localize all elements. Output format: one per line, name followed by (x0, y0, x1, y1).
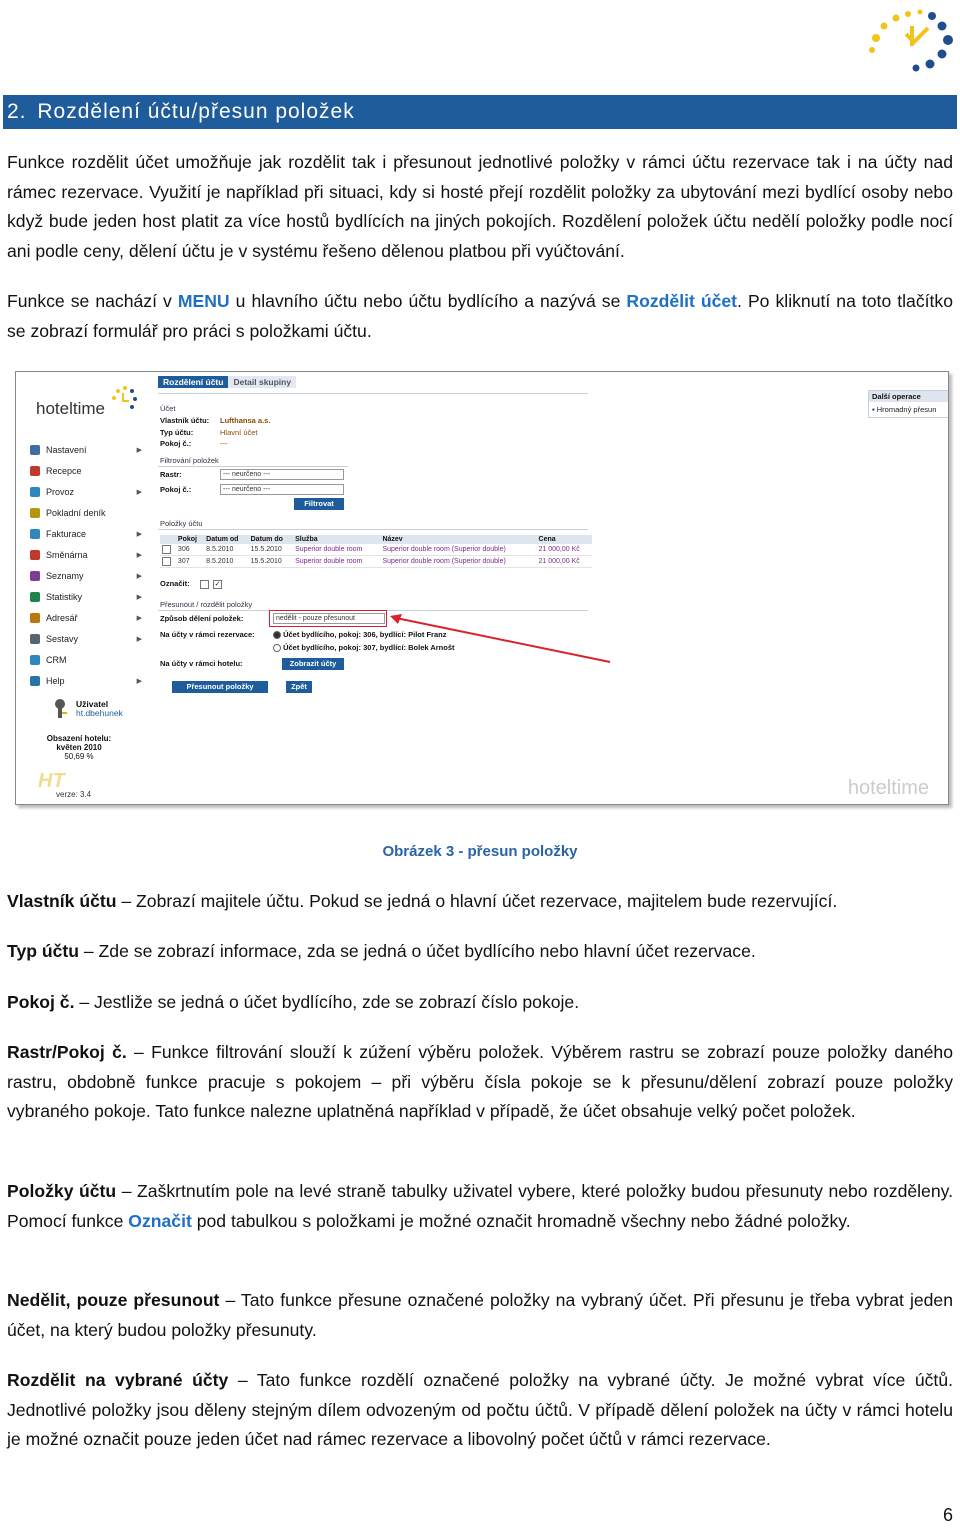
cell: 306 (176, 544, 204, 556)
occupancy-block (44, 734, 114, 761)
col-header[interactable]: Datum od (204, 535, 248, 544)
owner-label: Vlastník účtu: (160, 416, 210, 425)
menu-label: Pokladní deník (46, 508, 106, 518)
menu-label: Provoz (46, 487, 75, 497)
cell: 15.5.2010 (249, 556, 293, 568)
operations-icon (30, 487, 40, 497)
def-no-split (7, 1286, 953, 1345)
chevron-right-icon: ▶ (136, 447, 142, 454)
highlight-box (269, 610, 387, 627)
menu-label: Směnárna (46, 550, 88, 560)
text-run: . Po kliknutí na toto tlačítko se zobrazí formulář pro práci s položkami účtu. (7, 291, 953, 341)
row-checkbox-cell (160, 556, 176, 568)
occupancy-month: květen 2010 (56, 743, 102, 752)
reception-icon (30, 466, 40, 476)
screenshot-sidebar (16, 372, 156, 804)
split-account-screenshot (15, 371, 949, 805)
term: Rastr/Pokoj č. (7, 1042, 127, 1062)
mark-reference: Označit (128, 1210, 192, 1231)
filter-button[interactable]: Filtrovat (294, 498, 344, 510)
room-label: Pokoj č.: (160, 439, 192, 448)
menu-label: Adresář (46, 613, 78, 623)
definition: – Jestliže se jedná o účet bydlícího, zde se zobrazí číslo pokoje. (74, 992, 580, 1012)
menu-label: Seznamy (46, 571, 84, 581)
def-filter (7, 1038, 953, 1127)
chevron-right-icon: ▶ (136, 636, 142, 643)
definition: – Tato funkce rozdělí označené položky na vybrané účty. Je možné vybrat více účtů. Jednotlivé položky jsou děleny stejným dílem odvozeným od počtu účtů. V případě dělení položek na účty v rámci hotelu je možné označit pouze jeden účet nad rámec rezervace a libovolný počet účtů v rámci rezervace. (7, 1370, 953, 1450)
owner-value: Lufthansa a.s. (220, 416, 271, 425)
cell: 307 (176, 556, 204, 568)
statistics-icon (30, 592, 40, 602)
page-number: 6 (942, 1505, 953, 1525)
chevron-right-icon: ▶ (136, 489, 142, 496)
address-book-icon (30, 613, 40, 623)
figure-caption: Obrázek 3 - přesun položky (382, 843, 578, 860)
menu-item-provoz[interactable] (30, 482, 150, 503)
screenshot-watermark: hoteltime (847, 777, 929, 799)
divider (158, 529, 588, 530)
user-name[interactable]: ht.dbehunek (76, 708, 123, 718)
cashbook-icon (30, 508, 40, 518)
chevron-right-icon: ▶ (136, 552, 142, 559)
bulk-move-link[interactable]: ▪ Hromadný přesun (872, 405, 937, 414)
def-split (7, 1366, 953, 1455)
user-key-icon (52, 698, 72, 720)
screenshot-brand: hoteltime (36, 399, 105, 418)
definition: – Tato funkce přesune označené položky na vybraný účet. Při přesunu je třeba vybrat jeden účet, na který budou položky přesunuty. (7, 1290, 953, 1340)
room-filter-select[interactable]: --- neurčeno --- (220, 484, 344, 495)
chevron-right-icon: ▶ (136, 615, 142, 622)
tab-group-detail[interactable]: Detail skupiny (228, 376, 296, 388)
radio-button[interactable] (273, 644, 281, 652)
col-header[interactable]: Datum do (249, 535, 293, 544)
option-label: Účet bydlícího, pokoj: 307, bydlící: Bolek Arnošt (283, 643, 455, 652)
back-button[interactable]: Zpět (286, 681, 312, 693)
chevron-right-icon: ▶ (136, 531, 142, 538)
menu-item-fakturace[interactable] (30, 524, 150, 545)
radio-button[interactable] (273, 631, 281, 639)
definition: – Zaškrtnutím pole na levé straně tabulky uživatel vybere, které položky budou přesunuty nebo rozděleny. Pomocí funkce (7, 1181, 954, 1231)
mark-none-checkbox[interactable] (200, 580, 209, 589)
menu-item-sestavy[interactable] (30, 629, 150, 650)
menu-item-help[interactable] (30, 671, 150, 692)
user-label: Uživatel (76, 699, 109, 709)
col-header[interactable]: Služba (293, 535, 380, 544)
move-items-button[interactable]: Přesunout položky (172, 681, 268, 693)
menu-label: Help (46, 676, 65, 686)
menu-item-statistiky[interactable] (30, 587, 150, 608)
chevron-right-icon: ▶ (136, 594, 142, 601)
col-header[interactable]: Cena (537, 535, 592, 544)
cell: 15.5.2010 (249, 544, 293, 556)
rastr-select[interactable]: --- neurčeno --- (220, 469, 344, 480)
def-items (7, 1177, 953, 1236)
section-number: 2. (7, 100, 27, 123)
reports-icon (30, 634, 40, 644)
tab-split-account[interactable]: Rozdělení účtu (158, 376, 228, 388)
definition: pod tabulkou s položkami je možné označit hromadně všechny nebo žádné položky. (191, 1210, 851, 1231)
room-value: --- (220, 439, 228, 448)
bulk-move-label: Hromadný přesun (876, 405, 937, 414)
row-checkbox[interactable] (162, 545, 171, 554)
settings-icon (30, 445, 40, 455)
definition: – Zobrazí majitele účtu. Pokud se jedná o hlavní účet rezervace, majitelem bude rezervující. (116, 891, 838, 911)
account-section-title: Účet (160, 404, 176, 413)
items-table (160, 535, 592, 568)
screenshot-main (158, 372, 943, 804)
screenshot-tabs (158, 376, 296, 390)
method-select[interactable]: nedělit - pouze přesunout (273, 613, 385, 624)
type-label: Typ účtu: (160, 428, 194, 437)
term: Rozdělit na vybrané účty (7, 1370, 229, 1390)
col-header[interactable]: Pokoj (176, 535, 204, 544)
definition: – Funkce filtrování slouží k zúžení výběru položek. Výběrem rastru se zobrazí pouze položky daného rastru, obdobně funkce pracuje s pokojem – při výběru čísla pokoje se k přesunu/dělení zobrazí pouze položky vybraného pokoje. Tato funkce nalezne uplatněná například v případě, že účet obsahuje velký počet položek. (7, 1042, 953, 1122)
def-type (7, 937, 953, 967)
row-checkbox-cell (160, 544, 176, 556)
row-checkbox[interactable] (162, 557, 171, 566)
type-value: Hlavní účet (220, 428, 258, 437)
crm-icon (30, 655, 40, 665)
definition: – Zde se zobrazí informace, zda se jedná o účet bydlícího nebo hlavní účet rezervace. (79, 941, 756, 961)
hoteltime-logo (862, 4, 956, 74)
col-header[interactable]: Název (380, 535, 536, 544)
mark-label: Označit: (160, 579, 190, 588)
cell: Superior double room (293, 544, 380, 556)
more-operations-panel (868, 390, 949, 418)
menu-item-nastaveni[interactable] (30, 440, 150, 461)
in-reservation-label: Na účty v rámci rezervace: (160, 630, 255, 639)
menu-reference: MENU (177, 291, 230, 311)
split-account-reference: Rozdělit účet (626, 291, 738, 311)
occupancy-value: 50,69 % (64, 752, 94, 761)
method-label: Způsob dělení položek: (160, 614, 244, 623)
def-room (7, 988, 953, 1018)
def-owner (7, 887, 953, 917)
cell: 8.5.2010 (204, 556, 248, 568)
divider (158, 393, 588, 394)
cell: 8.5.2010 (204, 544, 248, 556)
menu-item-pokladni-denik[interactable] (30, 503, 150, 524)
menu-label: Fakturace (46, 529, 87, 539)
move-section-title: Přesunout / rozdělit položky (160, 600, 253, 609)
term: Typ účtu (7, 941, 79, 961)
menu-item-seznamy[interactable] (30, 566, 150, 587)
clock-logo-icon (108, 384, 138, 414)
location-paragraph (7, 287, 953, 346)
col-header (160, 535, 176, 544)
menu-label: Recepce (46, 466, 82, 476)
text-run: u hlavního účtu nebo účtu bydlícího a nazývá se (229, 291, 627, 311)
option-label: Účet bydlícího, pokoj: 306, bydlící: Pilot Franz (283, 630, 447, 639)
room-filter-label: Pokoj č.: (160, 485, 192, 494)
screenshot-menu (30, 440, 150, 692)
red-arrow-annotation (388, 610, 618, 670)
term: Položky účtu (7, 1181, 117, 1201)
show-accounts-button[interactable]: Zobrazit účty (282, 658, 344, 670)
exchange-icon (30, 550, 40, 560)
cell: 21 000,00 Kč (537, 556, 592, 568)
user-block (76, 700, 123, 718)
filter-section-title: Filtrování položek (160, 456, 219, 465)
menu-label: CRM (46, 655, 67, 665)
help-icon (30, 676, 40, 686)
menu-item-adresar[interactable] (30, 608, 150, 629)
cell: Superior double room (293, 556, 380, 568)
section-heading (3, 95, 957, 129)
cell: Superior double room (Superior double) (380, 556, 536, 568)
chevron-right-icon: ▶ (136, 678, 142, 685)
more-operations-header: Další operace (869, 391, 949, 402)
section-title: Rozdělení účtu/přesun položek (37, 100, 355, 123)
term: Nedělit, pouze přesunout (7, 1290, 220, 1310)
list-icon (30, 571, 40, 581)
divider (158, 466, 348, 467)
chevron-right-icon: ▶ (136, 573, 142, 580)
table-row (160, 556, 592, 568)
items-section-title: Položky účtu (160, 519, 203, 528)
in-hotel-label: Na účty v rámci hotelu: (160, 659, 243, 668)
menu-item-smenarna[interactable] (30, 545, 150, 566)
occupancy-label: Obsazení hotelu: (46, 734, 112, 743)
table-header-row (160, 535, 592, 544)
table-row (160, 544, 592, 556)
rastr-label: Rastr: (160, 470, 182, 479)
menu-label: Sestavy (46, 634, 79, 644)
menu-label: Nastavení (46, 445, 87, 455)
term: Vlastník účtu (7, 891, 117, 911)
invoice-icon (30, 529, 40, 539)
term: Pokoj č. (7, 992, 75, 1012)
menu-item-recepce[interactable] (30, 461, 150, 482)
menu-item-crm[interactable] (30, 650, 150, 671)
version-label: verze: 3.4 (56, 790, 92, 799)
text-run: Funkce se nachází v (7, 291, 178, 311)
mark-all-checkbox[interactable]: ✓ (214, 581, 221, 588)
cell: 21 000,00 Kč (537, 544, 592, 556)
cell: Superior double room (Superior double) (380, 544, 536, 556)
menu-label: Statistiky (46, 592, 83, 602)
hoteltime-watermark-logo: HT (38, 770, 65, 792)
intro-paragraph: Funkce rozdělit účet umožňuje jak rozdělit tak i přesunout jednotlivé položky v rámci účtu rezervace tak i na účty nad rámec rezervace. Využití je například při situaci, kdy si hosté přejí rozdělit položky za ubytování mezi bydlící osoby nebo když bude jeden host platit za více hostů bydlících na jiných pokojích. Rozdělení položek účtu nedělí položky podle nocí ani podle ceny, dělení účtu je v systému řešeno dělenou platbou při vyúčtování. (7, 152, 953, 261)
